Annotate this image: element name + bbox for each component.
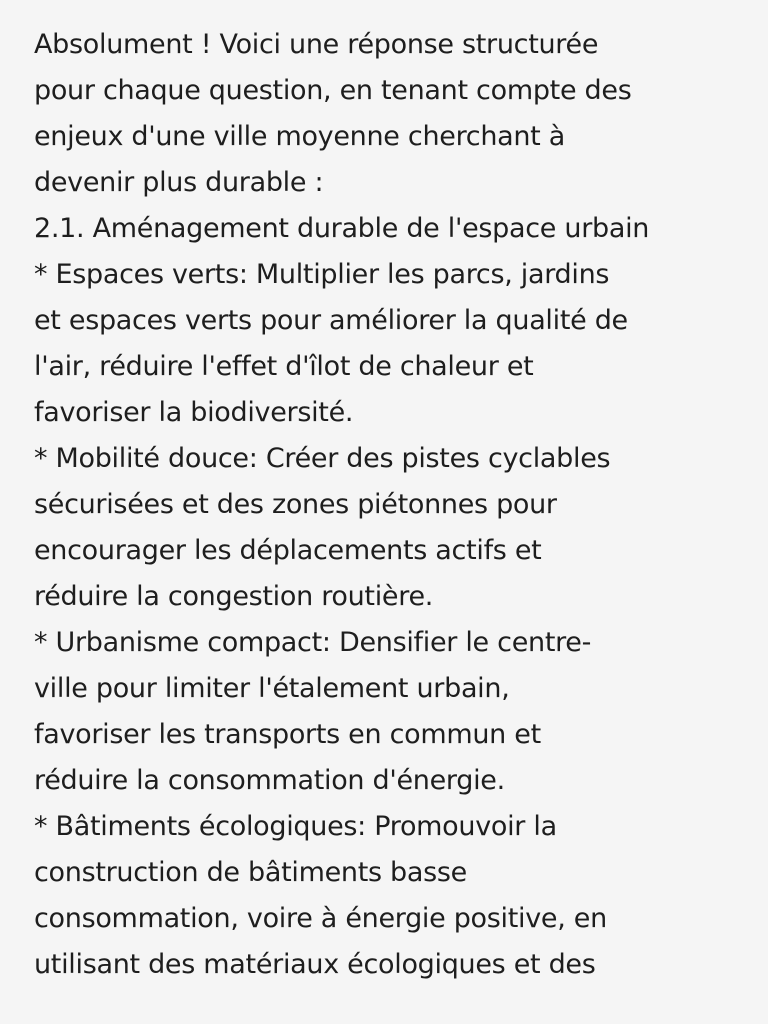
text-line: * Urbanisme compact: Densifier le centre- xyxy=(34,627,592,658)
bullet-item-urbanisme-compact xyxy=(34,620,744,804)
bullet-item-mobilite-douce xyxy=(34,436,744,620)
bullet-item-espaces-verts xyxy=(34,252,744,436)
text-line: l'air, réduire l'effet d'îlot de chaleur et xyxy=(34,351,534,382)
text-line: réduire la congestion routière. xyxy=(34,581,434,612)
text-line: * Bâtiments écologiques: Promouvoir la xyxy=(34,811,557,842)
text-line: encourager les déplacements actifs et xyxy=(34,535,542,566)
text-line: et espaces verts pour améliorer la qualité de xyxy=(34,305,628,336)
text-line: * Espaces verts: Multiplier les parcs, jardins xyxy=(34,259,610,290)
text-line: construction de bâtiments basse xyxy=(34,857,467,888)
text-line: favoriser les transports en commun et xyxy=(34,719,541,750)
text-line: devenir plus durable : xyxy=(34,167,324,198)
text-line: * Mobilité douce: Créer des pistes cyclables xyxy=(34,443,611,474)
intro-paragraph xyxy=(34,22,744,206)
text-line: enjeux d'une ville moyenne cherchant à xyxy=(34,121,565,152)
document-body xyxy=(34,22,744,988)
text-line: sécurisées et des zones piétonnes pour xyxy=(34,489,557,520)
text-line: ville pour limiter l'étalement urbain, xyxy=(34,673,510,704)
text-line: réduire la consommation d'énergie. xyxy=(34,765,505,796)
text-line: utilisant des matériaux écologiques et des xyxy=(34,949,596,980)
text-line: favoriser la biodiversité. xyxy=(34,397,354,428)
text-line: pour chaque question, en tenant compte des xyxy=(34,75,632,106)
bullet-item-batiments-ecologiques xyxy=(34,804,744,988)
section-heading: 2.1. Aménagement durable de l'espace urbain xyxy=(34,213,650,244)
text-line: Absolument ! Voici une réponse structurée xyxy=(34,29,599,60)
text-line: consommation, voire à énergie positive, en xyxy=(34,903,607,934)
